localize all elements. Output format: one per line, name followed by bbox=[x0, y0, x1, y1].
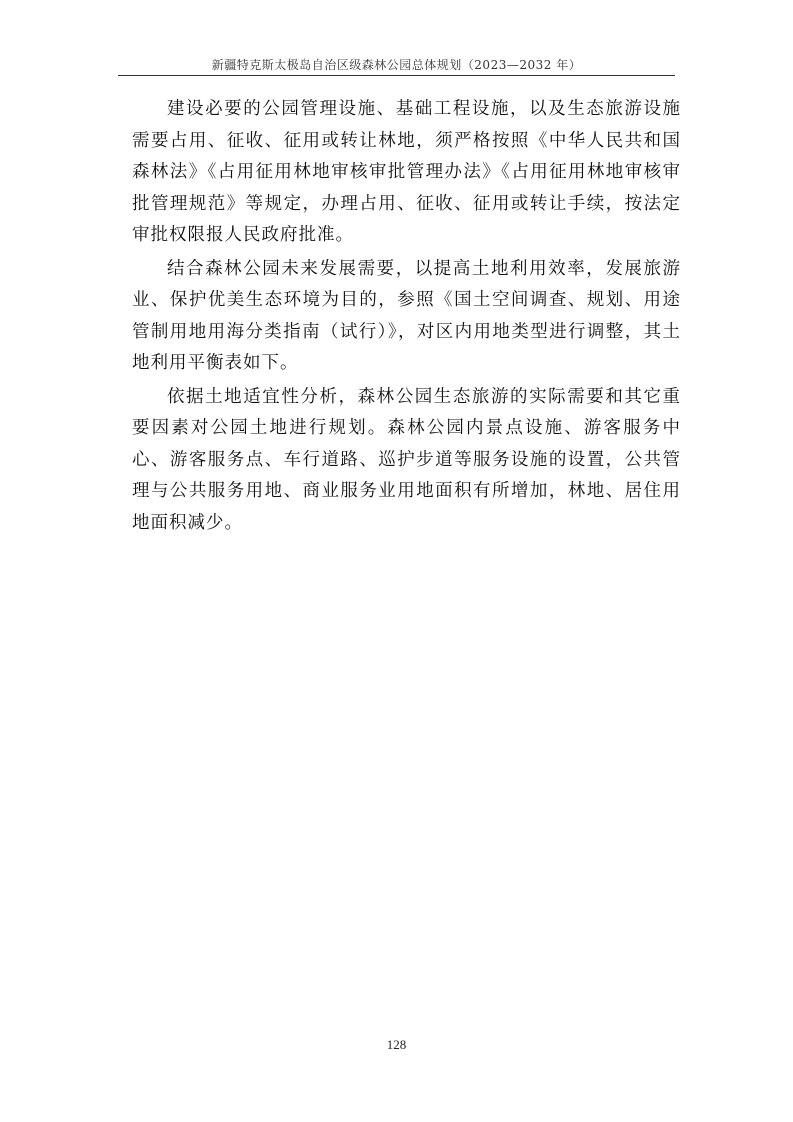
paragraph-land-adjustment: 结合森林公园未来发展需要，以提高土地利用效率，发展旅游业、保护优美生态环境为目的，参照《国土空间调查、规划、用途管制用地用海分类指南（试行）》，对区内用地类型进行调整，其土地利用平衡表如下。 bbox=[132, 258, 681, 373]
document-body bbox=[132, 94, 681, 541]
page-header: 新疆特克斯太极岛自治区级森林公园总体规划（2023—2032 年） bbox=[211, 58, 582, 72]
header-divider bbox=[118, 75, 675, 76]
paragraph-land-use-approval: 建设必要的公园管理设施、基础工程设施，以及生态旅游设施需要占用、征收、征用或转让林地，须严格按照《中华人民共和国森林法》《占用征用林地审核审批管理办法》《占用征用林地审核审批管理规范》等规定，办理占用、征收、征用或转让手续，按法定审批权限报人民政府批准。 bbox=[132, 99, 681, 245]
paragraph-land-planning: 依据土地适宜性分析，森林公园生态旅游的实际需要和其它重要因素对公园土地进行规划。森林公园内景点设施、游客服务中心、游客服务点、车行道路、巡护步道等服务设施的设置，公共管理与公共服务用地、商业服务业用地面积有所增加，林地、居住用地面积减少。 bbox=[132, 386, 681, 533]
page-number: 128 bbox=[386, 1037, 407, 1052]
